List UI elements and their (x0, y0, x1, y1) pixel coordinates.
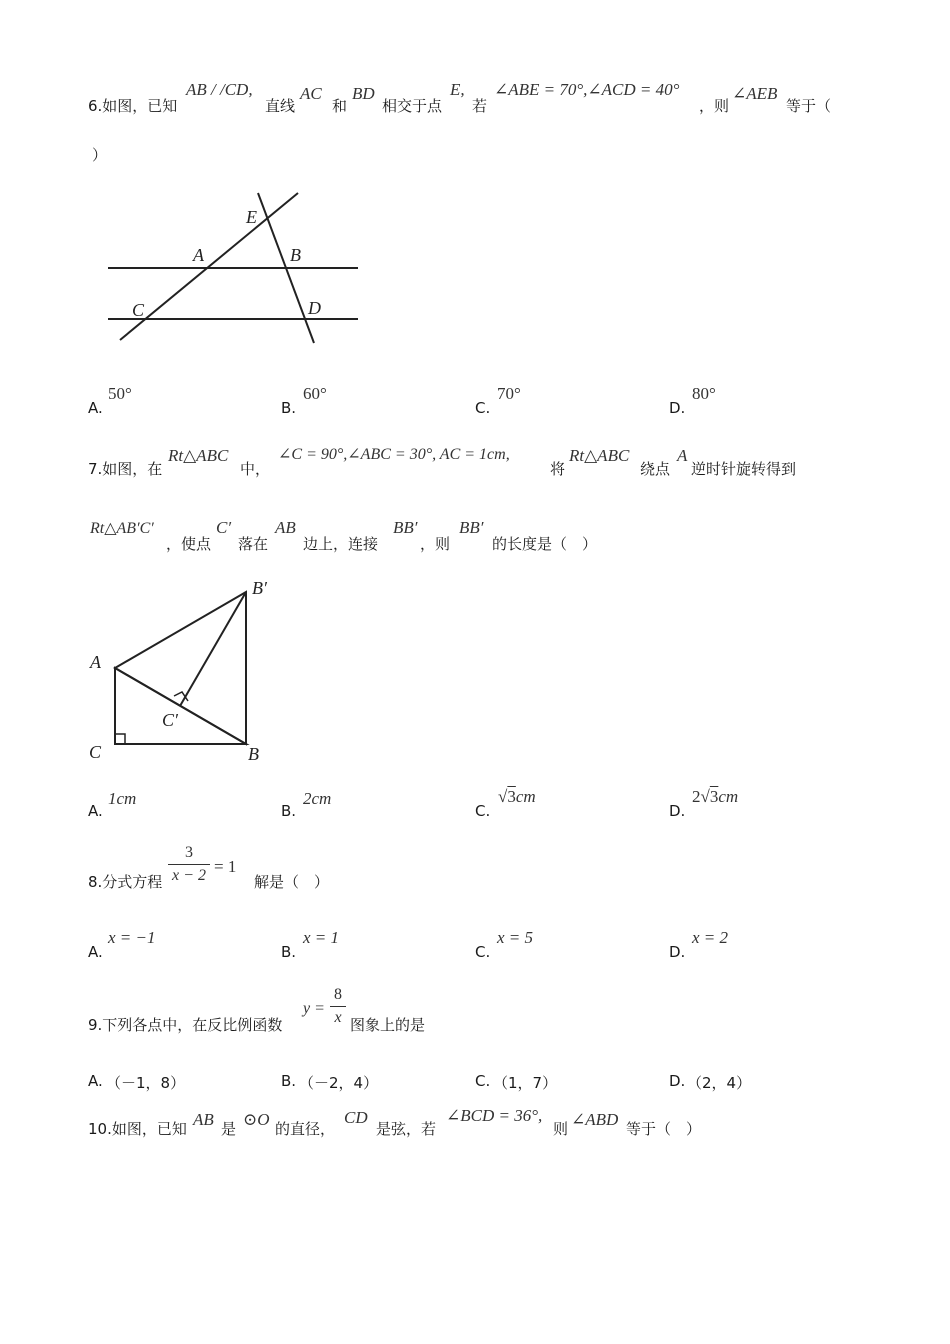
q6-given-angles: ∠ABE = 70°,∠ACD = 40° (494, 80, 680, 99)
q7-label-a: A (90, 652, 101, 672)
q7-option-c-letter[interactable]: C. (475, 802, 491, 820)
q9-option-b-value[interactable]: （－2，4） (299, 1074, 379, 1092)
q9-option-c-value[interactable]: （1，7） (493, 1074, 558, 1092)
q9-option-d-letter[interactable]: D. (669, 1072, 686, 1090)
q10-cd: CD (344, 1108, 368, 1127)
q10-is-text: 是 (221, 1120, 237, 1138)
q6-line-ac (120, 193, 298, 340)
q10-chord-text: 是弦，若 (376, 1120, 437, 1138)
q7-right-angle-c (115, 734, 125, 744)
q7-edge-text: 边上，连接 (303, 535, 379, 553)
q9-option-a-letter[interactable]: A. (88, 1072, 103, 1090)
q7-option-b-value[interactable]: 2cm (303, 789, 332, 808)
q10-circle-o: ⊙O (243, 1110, 270, 1129)
q7-segment-b-c (180, 592, 246, 706)
q7-option-c-value[interactable]: √3cm (498, 787, 536, 806)
q6-option-c-letter[interactable]: C. (475, 399, 491, 417)
q8-option-a-value[interactable]: x = −1 (108, 928, 156, 947)
q6-label-d: D (308, 298, 321, 318)
q8-option-b-value[interactable]: x = 1 (303, 928, 340, 947)
q6-option-c-value[interactable]: 70° (497, 384, 521, 403)
q7-length-text: 的长度是（ ） (492, 535, 598, 553)
q7-option-a-letter[interactable]: A. (88, 802, 103, 820)
q10-given: ∠BCD = 36°, (446, 1106, 543, 1125)
q9-lhs: y = (303, 1000, 325, 1017)
q7-a-point: A (677, 446, 688, 465)
q9-numerator: 8 (334, 986, 342, 1003)
q7-bb-prime: BB′ (393, 518, 418, 537)
q7-figure (82, 574, 282, 774)
q6-e-point: E, (450, 80, 465, 99)
q7-rt-abc2: Rt△ABC (569, 446, 630, 465)
q8-denominator: x − 2 (172, 867, 206, 884)
q7-c-prime: C′ (216, 518, 232, 537)
q7-rt-ab-c: Rt△AB′C′ (90, 520, 154, 537)
q6-option-a-letter[interactable]: A. (88, 399, 103, 417)
q10-prefix: 10.如图，已知 (88, 1120, 187, 1138)
q7-label-b-prime: B′ (252, 578, 267, 598)
q6-label-e: E (246, 207, 257, 227)
q7-prefix: 7.如图，在 (88, 460, 163, 478)
q6-label-b: B (290, 245, 301, 265)
q6-option-b-letter[interactable]: B. (281, 399, 297, 417)
q7-option-d-value[interactable]: 2√3cm (692, 787, 739, 806)
q7-option-d-unit: cm (718, 787, 739, 806)
q7-triangle-abb (115, 592, 246, 744)
q8-option-a-letter[interactable]: A. (88, 943, 103, 961)
q7-bb-prime2: BB′ (459, 518, 484, 537)
q7-in-text: 中， (240, 460, 271, 478)
q6-equals-text: 等于（ (786, 97, 832, 115)
q7-option-d-coef: 2 (692, 787, 701, 806)
q7-will-text: 将 (550, 460, 566, 478)
q9-fraction (330, 986, 346, 1027)
q7-ab: AB (275, 518, 296, 537)
q6-intersect-text: 相交于点 (382, 97, 443, 115)
q7-option-d-radicand: 3 (709, 787, 719, 806)
q8-option-c-letter[interactable]: C. (475, 943, 491, 961)
q7-fall-text: 落在 (238, 535, 269, 553)
q9-option-c-letter[interactable]: C. (475, 1072, 491, 1090)
q7-label-c: C (89, 742, 102, 762)
q6-aeb: ∠AEB (732, 84, 778, 103)
q6-figure (100, 185, 370, 350)
q6-close-paren: ） (92, 146, 108, 164)
q6-ab-parallel-cd: AB / /CD, (186, 80, 253, 99)
q9-suffix: 图象上的是 (350, 1016, 426, 1034)
q6-label-c: C (132, 300, 145, 320)
q6-option-b-value[interactable]: 60° (303, 384, 327, 403)
q6-if-text: 若 (472, 97, 488, 115)
q8-rhs: = 1 (214, 857, 237, 876)
q8-suffix: 解是（ ） (254, 873, 330, 891)
q7-label-c-prime: C′ (162, 710, 178, 730)
q10-abd: ∠ABD (571, 1110, 619, 1129)
q7-given: ∠C = 90°,∠ABC = 30°, AC = 1cm, (278, 446, 510, 463)
q10-then-text: 则 (553, 1120, 569, 1138)
q8-option-d-letter[interactable]: D. (669, 943, 686, 961)
q7-rotate-text: 逆时针旋转得到 (691, 460, 797, 478)
q7-right-angle-c-prime (174, 692, 188, 701)
q9-option-d-value[interactable]: （2，4） (687, 1074, 752, 1092)
q8-prefix: 8.分式方程 (88, 873, 163, 891)
q7-option-d-letter[interactable]: D. (669, 802, 686, 820)
q6-and-text: 和 (332, 97, 348, 115)
q7-around-text: 绕点 (640, 460, 671, 478)
q9-option-b-letter[interactable]: B. (281, 1072, 297, 1090)
q8-numerator: 3 (185, 844, 193, 861)
q10-ab: AB (193, 1110, 214, 1129)
q6-then-text: ，则 (699, 97, 730, 115)
q6-option-d-letter[interactable]: D. (669, 399, 686, 417)
q7-option-c-radicand: 3 (507, 787, 516, 806)
q6-line-text: 直线 (265, 97, 296, 115)
q7-option-b-letter[interactable]: B. (281, 802, 297, 820)
q6-prefix: 6.如图，已知 (88, 97, 178, 115)
q6-option-a-value[interactable]: 50° (108, 384, 132, 403)
q9-denominator: x (334, 1009, 342, 1026)
q10-diameter-text: 的直径， (275, 1120, 336, 1138)
q10-equals-text: 等于（ ） (626, 1120, 702, 1138)
q7-option-c-unit: cm (515, 787, 536, 806)
q8-option-b-letter[interactable]: B. (281, 943, 297, 961)
q9-option-a-value[interactable]: （－1，8） (106, 1074, 186, 1092)
q7-label-b: B (248, 744, 259, 764)
q6-bd: BD (352, 84, 375, 103)
q7-option-a-value[interactable]: 1cm (108, 789, 137, 808)
q9-prefix: 9.下列各点中，在反比例函数 (88, 1016, 283, 1034)
q7-rt-abc: Rt△ABC (168, 446, 229, 465)
q8-option-d-value[interactable]: x = 2 (692, 928, 729, 947)
q8-option-c-value[interactable]: x = 5 (497, 928, 534, 947)
q6-ac: AC (300, 84, 322, 103)
q7-make-text: ，使点 (166, 535, 212, 553)
q7-then-text: ，则 (420, 535, 451, 553)
q8-fraction (168, 844, 210, 885)
q6-label-a: A (193, 245, 204, 265)
q6-option-d-value[interactable]: 80° (692, 384, 716, 403)
